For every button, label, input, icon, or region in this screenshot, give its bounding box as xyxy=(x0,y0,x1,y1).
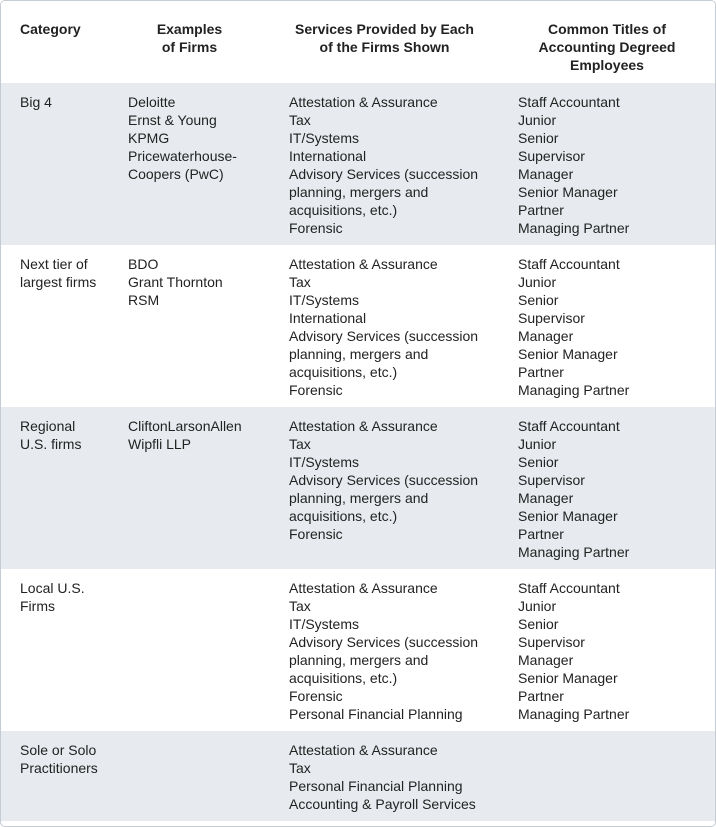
job-title-item: Partner xyxy=(518,202,564,218)
job-title-item: Manager xyxy=(518,328,574,344)
job-title-item: Staff Accountant xyxy=(518,418,620,434)
job-title-item: Managing Partner xyxy=(518,382,630,398)
category-cell xyxy=(1,731,109,821)
job-title-item: Managing Partner xyxy=(518,544,630,560)
job-title-item: Junior xyxy=(518,598,557,614)
job-title-item: Supervisor xyxy=(518,472,585,488)
table-row xyxy=(1,569,715,731)
job-title-item: Senior Manager xyxy=(518,184,618,200)
category-text: Local U.S. Firms xyxy=(20,580,85,614)
job-title-item: Senior xyxy=(518,616,559,632)
job-title-item: Supervisor xyxy=(518,634,585,650)
header-category xyxy=(1,1,109,83)
service-item: IT/Systems xyxy=(289,292,360,308)
service-item: IT/Systems xyxy=(289,616,360,632)
service-item: Advisory Services (succession xyxy=(289,634,479,650)
job-title-item: Manager xyxy=(518,490,574,506)
table-row xyxy=(1,83,715,245)
examples-cell xyxy=(109,569,270,731)
table-row xyxy=(1,407,715,569)
job-title-item: Senior xyxy=(518,454,559,470)
firm-example: CliftonLarsonAllen xyxy=(128,418,242,434)
category-text: Regional U.S. firms xyxy=(20,418,82,452)
service-item: Accounting & Payroll Services xyxy=(289,796,476,812)
service-item: planning, mergers and xyxy=(289,346,429,362)
services-cell xyxy=(270,83,499,245)
examples-cell xyxy=(109,407,270,569)
category-text: Sole or Solo Practitioners xyxy=(20,742,98,776)
examples-cell xyxy=(109,731,270,821)
job-title-item: Manager xyxy=(518,166,574,182)
titles-cell xyxy=(499,245,715,407)
job-title-item: Supervisor xyxy=(518,310,585,326)
service-item: Personal Financial Planning xyxy=(289,778,463,794)
table-row xyxy=(1,731,715,821)
job-title-item: Junior xyxy=(518,112,557,128)
service-item: planning, mergers and xyxy=(289,490,429,506)
accounting-firms-table xyxy=(1,1,715,821)
service-item: Forensic xyxy=(289,688,343,704)
category-cell xyxy=(1,407,109,569)
service-item: Personal Financial Planning xyxy=(289,706,463,722)
job-title-item: Staff Accountant xyxy=(518,94,620,110)
header-line: of the Firms Shown xyxy=(319,39,450,55)
job-title-item: Partner xyxy=(518,526,564,542)
service-item: Forensic xyxy=(289,382,343,398)
service-item: International xyxy=(289,148,367,164)
job-title-item: Senior Manager xyxy=(518,508,618,524)
service-item: IT/Systems xyxy=(289,454,360,470)
service-item: Advisory Services (succession xyxy=(289,472,479,488)
category-text: Big 4 xyxy=(20,94,52,110)
service-item: Tax xyxy=(289,274,311,290)
job-title-item: Staff Accountant xyxy=(518,256,620,272)
header-row xyxy=(1,1,715,83)
header-line: Services Provided by Each xyxy=(295,21,474,37)
header-line: Employees xyxy=(570,57,644,73)
service-item: planning, mergers and xyxy=(289,652,429,668)
firm-example: Deloitte xyxy=(128,94,176,110)
service-item: Attestation & Assurance xyxy=(289,418,438,434)
header-line: Common Titles of xyxy=(548,21,666,37)
titles-cell xyxy=(499,569,715,731)
job-title-item: Manager xyxy=(518,652,574,668)
services-cell xyxy=(270,569,499,731)
table-header xyxy=(1,1,715,83)
service-item: acquisitions, etc.) xyxy=(289,364,398,380)
job-title-item: Junior xyxy=(518,274,557,290)
table-body xyxy=(1,83,715,821)
titles-cell xyxy=(499,407,715,569)
firm-example: Grant Thornton xyxy=(128,274,223,290)
service-item: Advisory Services (succession xyxy=(289,166,479,182)
category-cell xyxy=(1,83,109,245)
job-title-item: Managing Partner xyxy=(518,706,630,722)
table-row xyxy=(1,245,715,407)
header-line: Examples xyxy=(156,21,223,37)
firm-example: KPMG xyxy=(128,130,170,146)
examples-cell xyxy=(109,245,270,407)
category-text: Next tier of largest firms xyxy=(20,256,97,290)
job-title-item: Supervisor xyxy=(518,148,585,164)
header-services xyxy=(270,1,499,83)
service-item: Tax xyxy=(289,598,311,614)
service-item: Tax xyxy=(289,112,311,128)
category-cell xyxy=(1,245,109,407)
job-title-item: Senior xyxy=(518,130,559,146)
service-item: Forensic xyxy=(289,220,343,236)
service-item: Attestation & Assurance xyxy=(289,94,438,110)
service-item: acquisitions, etc.) xyxy=(289,670,398,686)
service-item: Tax xyxy=(289,760,311,776)
header-line: Category xyxy=(20,21,81,37)
header-examples xyxy=(109,1,270,83)
firm-example: RSM xyxy=(128,292,160,308)
job-title-item: Managing Partner xyxy=(518,220,630,236)
job-title-item: Senior Manager xyxy=(518,346,618,362)
service-item: Advisory Services (succession xyxy=(289,328,479,344)
service-item: Attestation & Assurance xyxy=(289,580,438,596)
service-item: planning, mergers and xyxy=(289,184,429,200)
firm-example: Coopers (PwC) xyxy=(128,166,224,182)
job-title-item: Partner xyxy=(518,688,564,704)
examples-cell xyxy=(109,83,270,245)
service-item: IT/Systems xyxy=(289,130,360,146)
services-cell xyxy=(270,245,499,407)
service-item: Attestation & Assurance xyxy=(289,256,438,272)
service-item: Forensic xyxy=(289,526,343,542)
services-cell xyxy=(270,731,499,821)
service-item: Tax xyxy=(289,436,311,452)
firm-example: Wipfli LLP xyxy=(128,436,192,452)
titles-cell xyxy=(499,731,715,821)
firm-example: Ernst & Young xyxy=(128,112,217,128)
category-cell xyxy=(1,569,109,731)
titles-cell xyxy=(499,83,715,245)
job-title-item: Junior xyxy=(518,436,557,452)
service-item: acquisitions, etc.) xyxy=(289,202,398,218)
header-line: of Firms xyxy=(161,39,218,55)
firm-example: Pricewaterhouse- xyxy=(128,148,237,164)
service-item: acquisitions, etc.) xyxy=(289,508,398,524)
firm-example: BDO xyxy=(128,256,159,272)
services-cell xyxy=(270,407,499,569)
header-line: Accounting Degreed xyxy=(538,39,676,55)
job-title-item: Partner xyxy=(518,364,564,380)
header-titles xyxy=(499,1,715,83)
service-item: International xyxy=(289,310,367,326)
job-title-item: Senior Manager xyxy=(518,670,618,686)
job-title-item: Staff Accountant xyxy=(518,580,620,596)
job-title-item: Senior xyxy=(518,292,559,308)
service-item: Attestation & Assurance xyxy=(289,742,438,758)
